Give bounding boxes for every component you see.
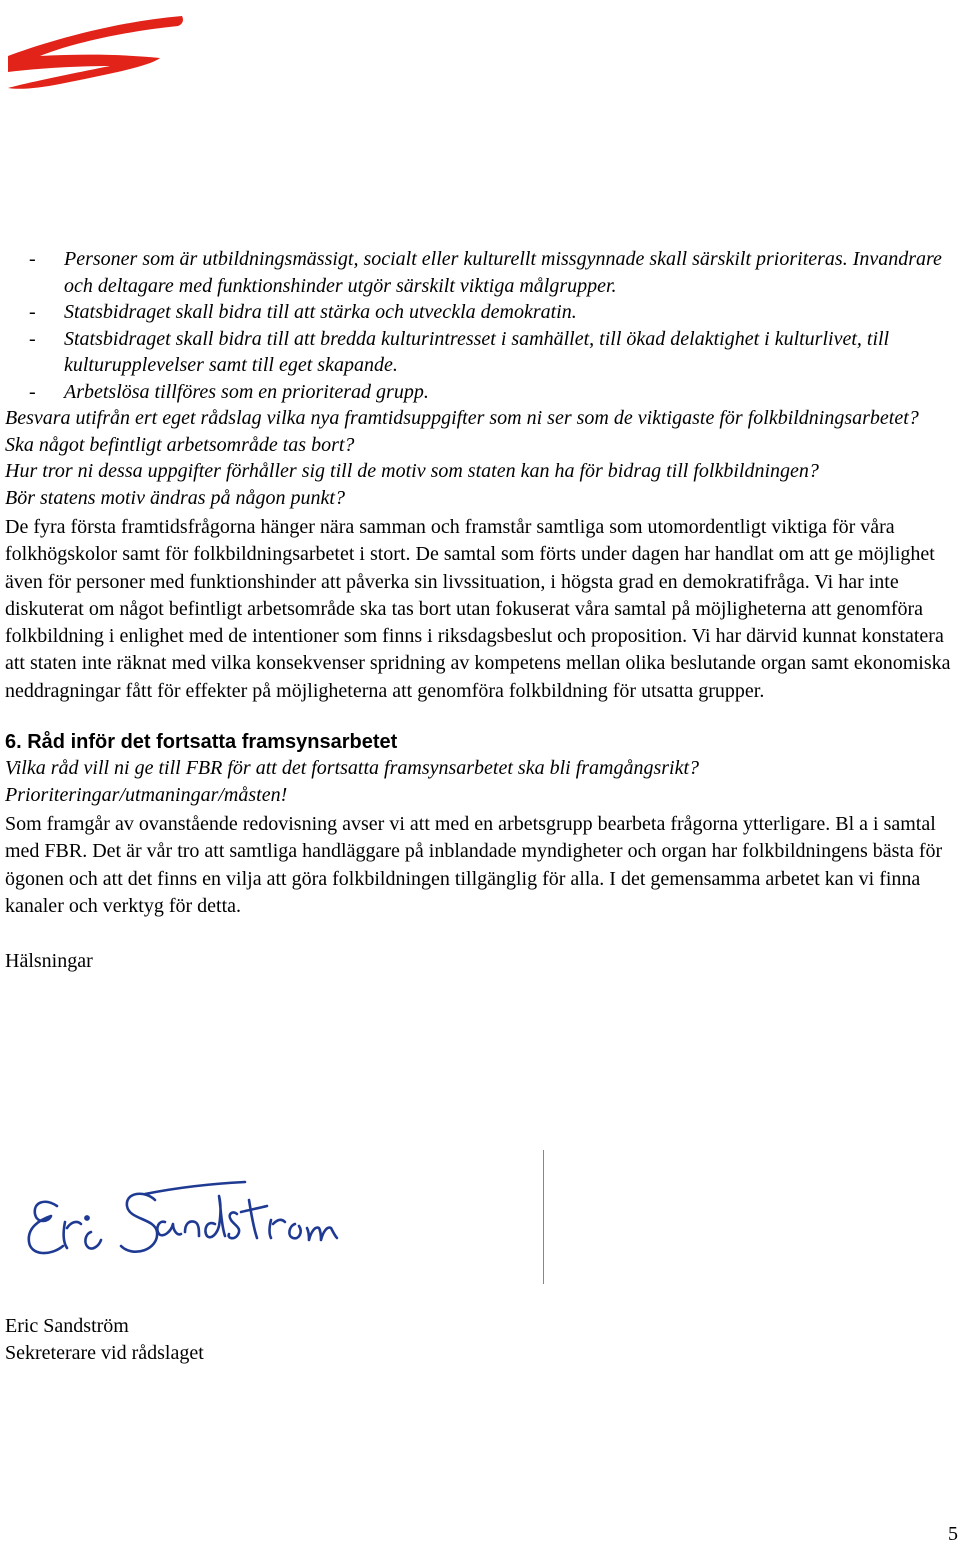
section-question-line: Prioriteringar/utmaningar/måsten! [5,783,288,806]
signer-title: Sekreterare vid rådslaget [5,1342,204,1364]
document-body [5,246,955,975]
red-swoosh-logo [0,4,190,90]
signoff-block [5,1313,204,1367]
bullet-item: - Statsbidraget skall bidra till att stärka och utveckla demokratin. [5,299,955,326]
greeting: Hälsningar [5,950,93,973]
bullet-dash: - [29,327,36,350]
signer-name: Eric Sandström [5,1315,129,1337]
question-line: Hur tror ni dessa uppgifter förhåller sig till de motiv som staten kan ha för bidrag till folkbildningen? [5,460,819,482]
question-line: Ska något befintligt arbetsområde tas bort? [5,433,355,456]
bullet-dash: - [29,248,36,270]
signature-divider-line [543,1150,544,1284]
page-number: 5 [948,1523,958,1545]
signature-block [5,1148,545,1286]
question-line: Bör statens motiv ändras på någon punkt? [5,486,345,509]
handwritten-signature [5,1148,535,1286]
bullet-item: - Personer som är utbildningsmässigt, socialt eller kulturellt missgynnade skall särskilt prioriteras. Invandrare och deltagare med funktionshinder utgör särskilt viktiga målgrupper. [29,248,942,297]
section-answer: Som framgår av ovanstående redovisning avser vi att med en arbetsgrupp bearbeta frågorna ytterligare. Bl a i samtal med FBR. Det är vår tro att samtliga handläggare på inblandade myndigheter och organ har folkbildningens bästa för ögonen och att det finns en vilja att göra folkbildningen tillgänglig för alla. I det gemensamma arbetet kan vi finna kanaler och verktyg för detta. [5,813,943,917]
bullet-dash: - [29,380,36,403]
bullet-dash: - [29,301,36,323]
section-question [5,755,955,808]
question-line: Besvara utifrån ert eget rådslag vilka nya framtidsuppgifter som ni ser som de viktigaste för folkbildningsarbetet? [5,407,919,429]
answer-paragraph: De fyra första framtidsfrågorna hänger nära samman och framstår samtliga som utomordentligt viktiga för våra folkhögskolor samt för folkbildningsarbetet i stort. De samtal som förts under dagen har handlat om att ge möjlighet även för personer med funktionshinder att påverka sin livssituation, i högsta grad en demokratifråga. Vi har inte diskuterat om något befintligt arbetsområde ska tas bort utan fokuserat våra samtal på möjligheterna att genomföra folkbildning i enlighet med de intentioner som finns i riksdagsbeslut och proposition. Vi har därvid kunnat konstatera att staten inte räknat med vilka konsekvenser spridning av kompetens mellan olika beslutande organ samt ekonomiska neddragningar fått för effekter på möjligheterna att genomföra folkbildning för utsatta grupper. [5,516,951,702]
bullet-item: - Statsbidraget skall bidra till att bredda kulturintresset i samhället, till ökad delaktighet i kulturlivet, till kulturupplevelser samt till eget skapande. [29,327,890,376]
section-question-line: Vilka råd vill ni ge till FBR för att det fortsatta framsynsarbetet ska bli framgångsrikt? [5,757,700,780]
section-heading: 6. Råd inför det fortsatta framsynsarbetet [5,731,398,754]
bullet-item: - Arbetslösa tillföres som en prioriterad grupp. [5,379,955,406]
bullet-list-priorities [5,246,955,405]
